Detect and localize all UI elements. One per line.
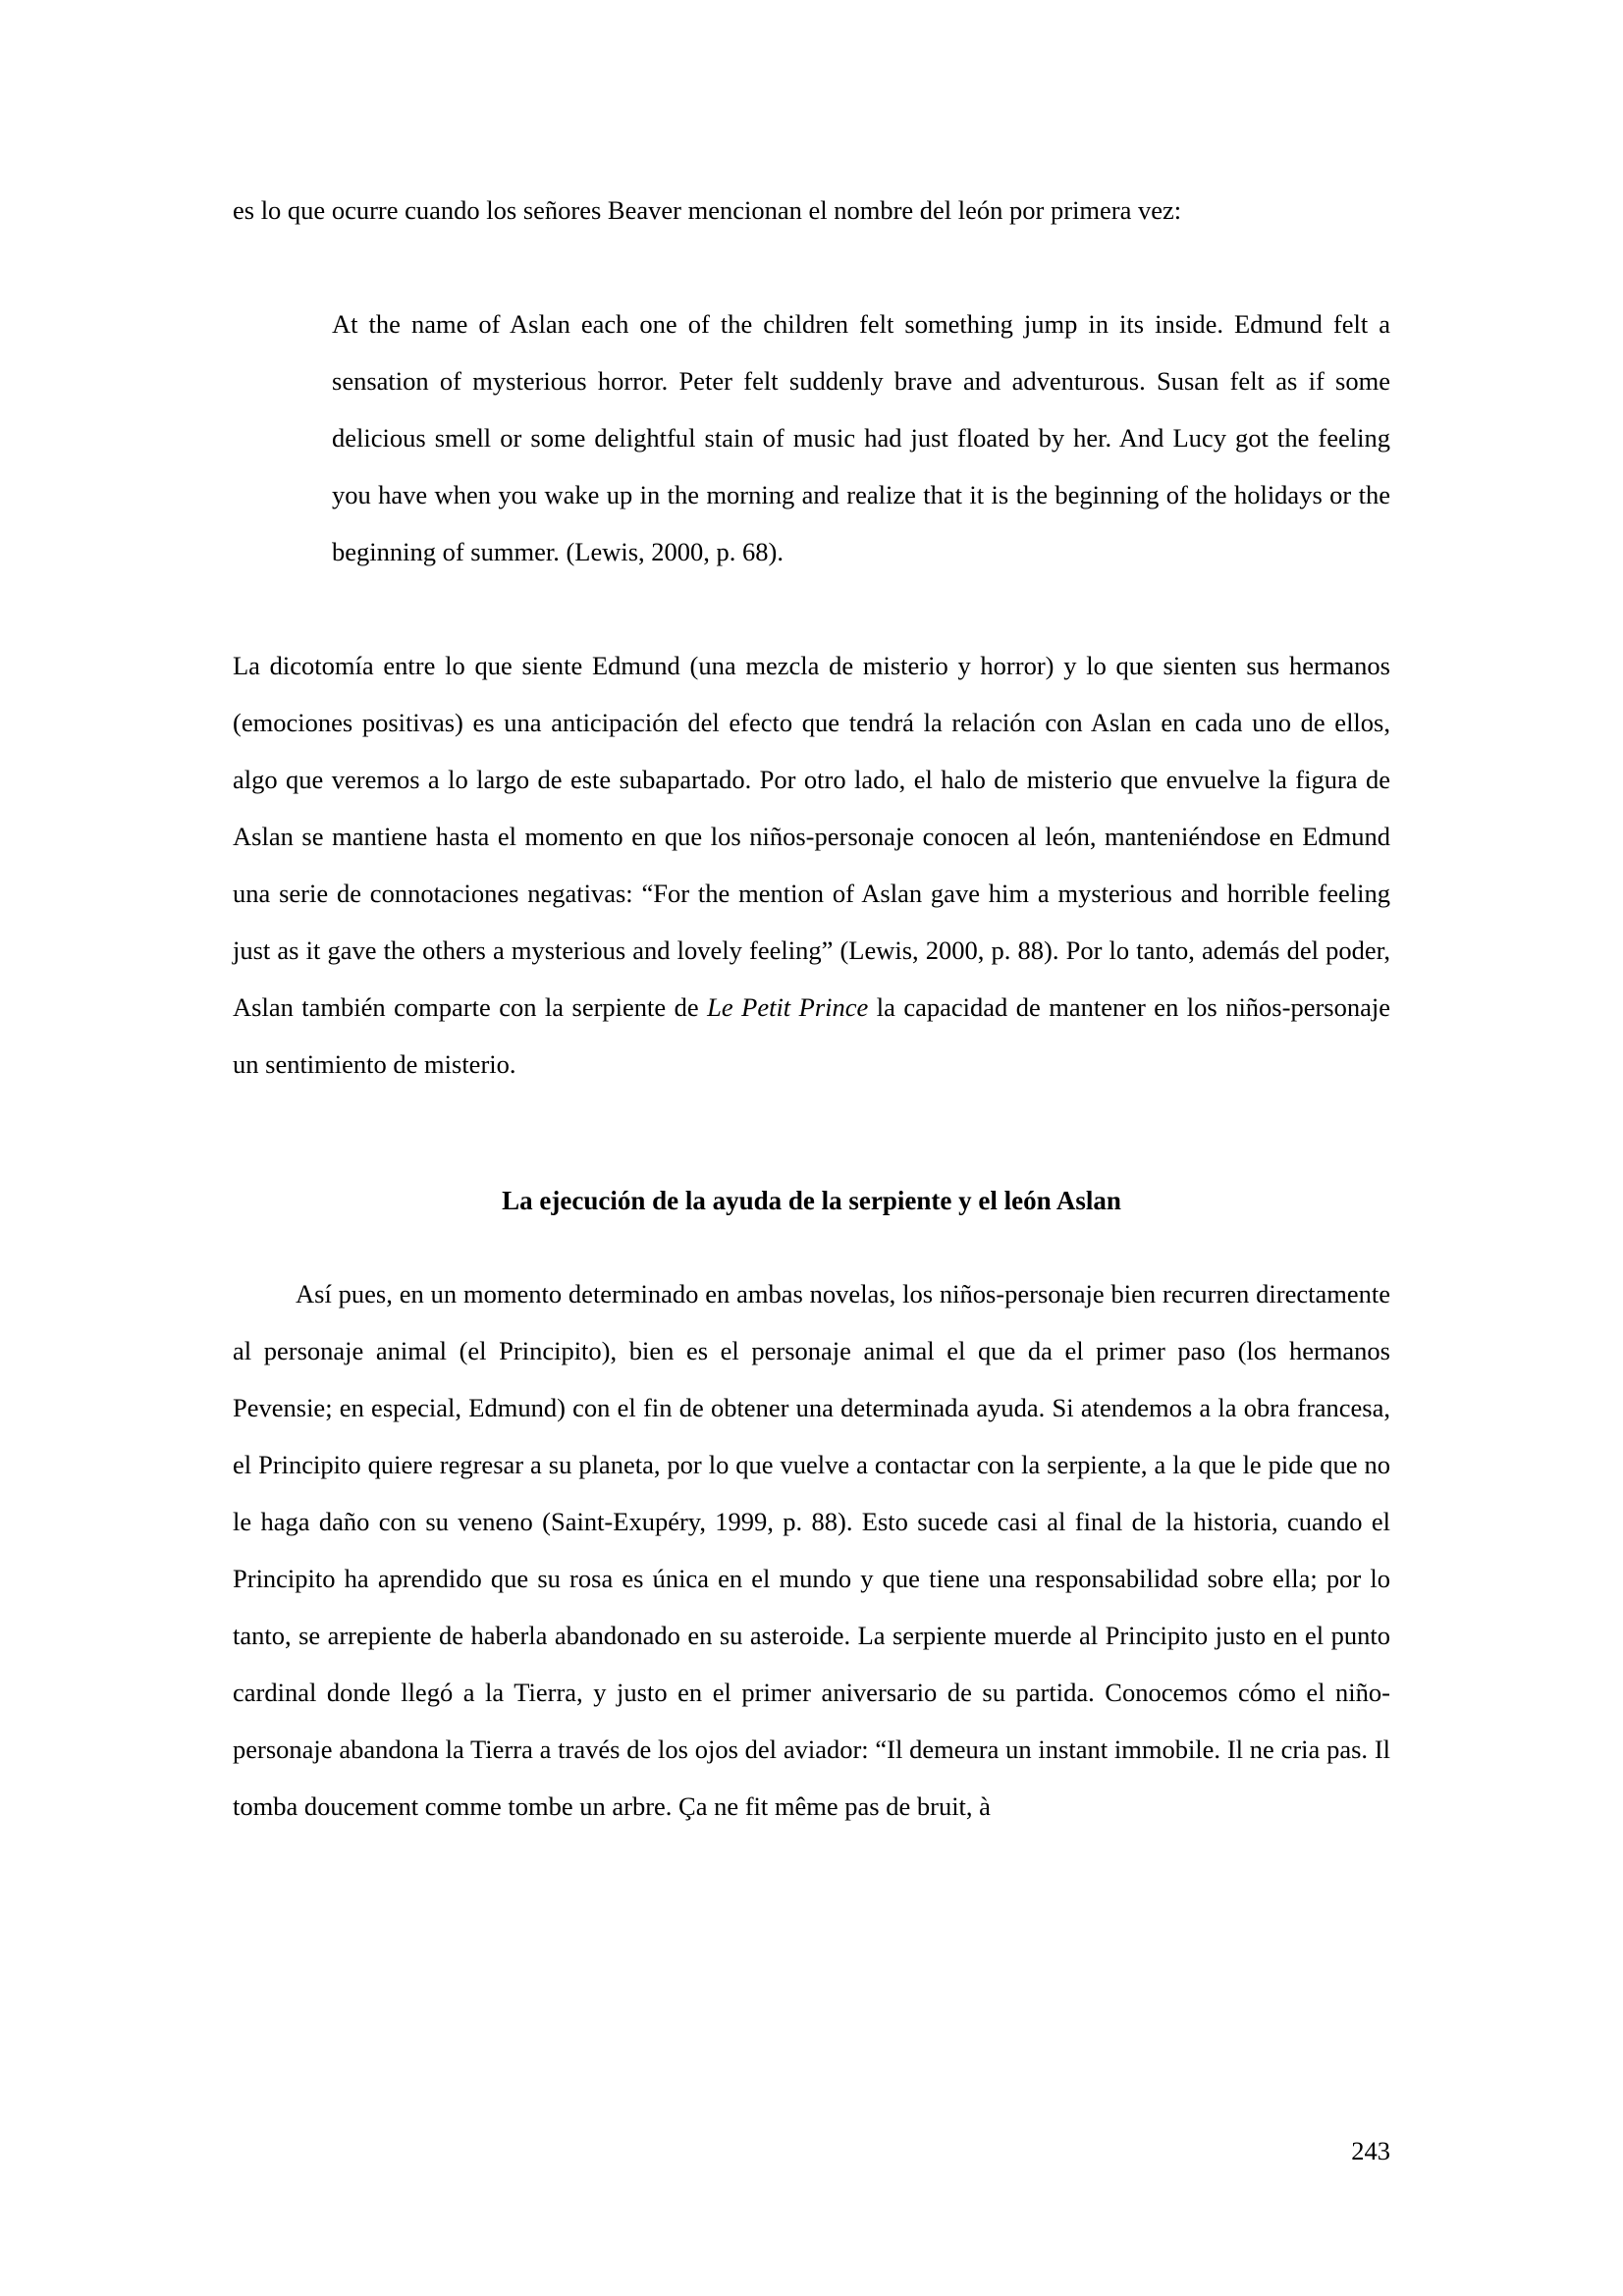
paragraph-dicotomia <box>233 637 1390 1093</box>
block-quote-lewis: At the name of Aslan each one of the children felt something jump in its inside. Edmund felt a sensation of mysterious horror. Peter felt suddenly brave and adventurous. Susan felt as if some delicious smell or some delightful stain of music had just floated by her. And Lucy got the feeling you have when you wake up in the morning and realize that it is the beginning of the holidays or the beginning of summer. (Lewis, 2000, p. 68). <box>332 309 1390 566</box>
paragraph-dicotomia-text-2: la capacidad de mantener en los niños-personaje un sentimiento de misterio. <box>233 992 1390 1079</box>
paragraph-dicotomia-text-1: La dicotomía entre lo que siente Edmund (una mezcla de misterio y horror) y lo que sienten sus hermanos (emociones positivas) es una anticipación del efecto que tendrá la relación con Aslan en cada uno de ellos, algo que veremos a lo largo de este subapartado. Por otro lado, el halo de misterio que envuelve la figura de Aslan se mantiene hasta el momento en que los niños-personaje conocen al león, manteniéndose en Edmund una serie de connotaciones negativas: “For the mention of Aslan gave him a mysterious and horrible feeling just as it gave the others a mysterious and lovely feeling” (Lewis, 2000, p. 88). Por lo tanto, además del poder, Aslan también comparte con la serpiente de <box>233 651 1390 1022</box>
section-heading: La ejecución de la ayuda de la serpiente y el león Aslan <box>502 1186 1121 1215</box>
paragraph-continuation: es lo que ocurre cuando los señores Beaver mencionan el nombre del león por primera vez: <box>233 195 1182 225</box>
page-number: 243 <box>1351 2136 1390 2165</box>
book-title-le-petit-prince: Le Petit Prince <box>707 992 869 1022</box>
paragraph-ejecucion-ayuda: Así pues, en un momento determinado en ambas novelas, los niños-personaje bien recurren directamente al personaje animal (el Principito), bien es el personaje animal el que da el primer paso (los hermanos Pevensie; en especial, Edmund) con el fin de obtener una determinada ayuda. Si atendemos a la obra francesa, el Principito quiere regresar a su planeta, por lo que vuelve a contactar con la serpiente, a la que le pide que no le haga daño con su veneno (Saint-Exupéry, 1999, p. 88). Esto sucede casi al final de la historia, cuando el Principito ha aprendido que su rosa es única en el mundo y que tiene una responsabilidad sobre ella; por lo tanto, se arrepiente de haberla abandonado en su asteroide. La serpiente muerde al Principito justo en el punto cardinal donde llegó a la Tierra, y justo en el primer aniversario de su partida. Conocemos cómo el niño-personaje abandona la Tierra a través de los ojos del aviador: “Il demeura un instant immobile. Il ne cria pas. Il tomba doucement comme tombe un arbre. Ça ne fit même pas de bruit, à <box>233 1279 1390 1821</box>
